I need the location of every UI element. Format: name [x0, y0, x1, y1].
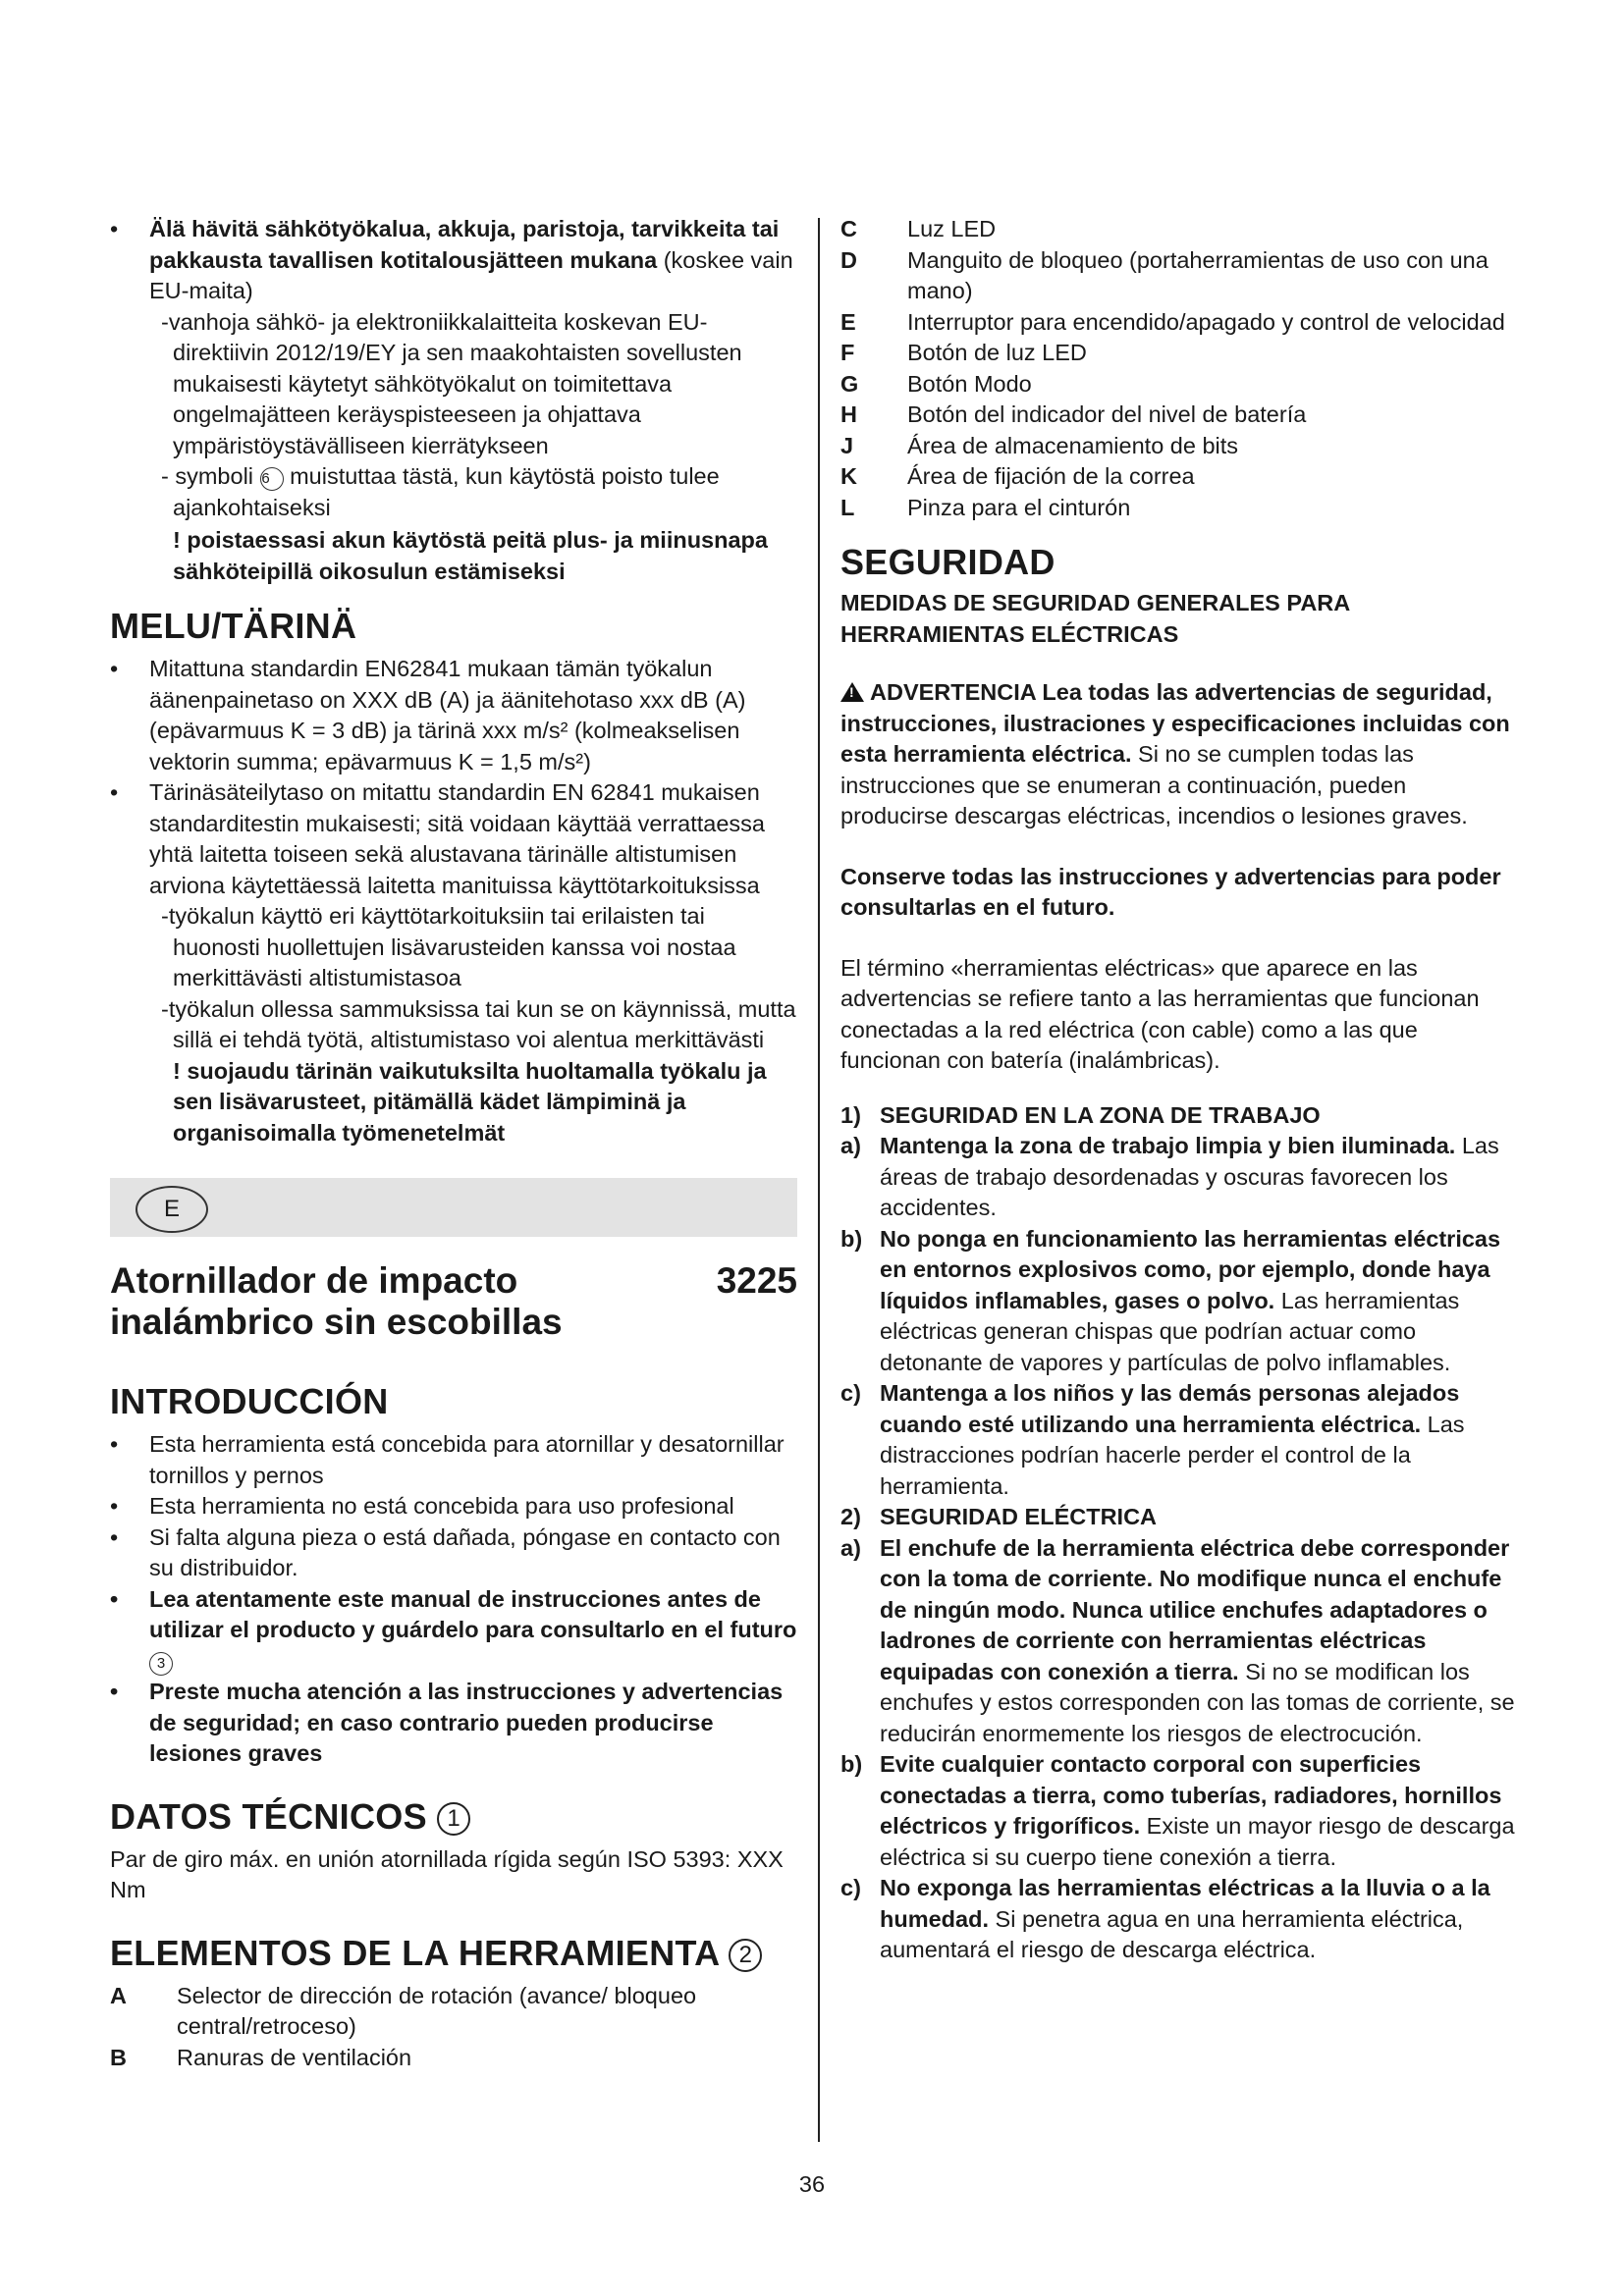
- element-item-d: [840, 245, 1518, 307]
- element-item-b: [110, 2043, 797, 2074]
- symbol-2-icon: 2: [729, 1939, 762, 1972]
- fi-noise-warning: ! suojaudu tärinän vaikutuksilta huoltamalla työkalu ja sen lisävarusteet, pitämällä kädet lämpiminä ja organisoimalla työmenetelmät: [173, 1057, 767, 1146]
- safety-heading: SEGURIDAD: [840, 542, 1056, 582]
- safety-subheading: MEDIDAS DE SEGURIDAD GENERALES PARA HERRAMIENTAS ELÉCTRICAS: [840, 590, 1350, 647]
- intro-b3-text: Si falta alguna pieza o está dañada, póngase en contacto con su distribuidor.: [149, 1523, 781, 1580]
- symbol-6-icon: 6: [260, 467, 284, 491]
- section-number: 2): [840, 1504, 861, 1529]
- section-2-title-text: SEGURIDAD ELÉCTRICA: [880, 1504, 1158, 1529]
- element-key: B: [110, 2044, 127, 2070]
- fi-noise-b1-text: Mitattuna standardin EN62841 mukaan tämän työkalun äänenpainetaso on XXX dB (A) ja äänitehotaso xxx dB (A) (epävarmuus K = 3 dB) ja tärinä xxx m/s² (kolmeakselisen vektorin summa; epävarmuus K = 1,5 m/s²): [149, 656, 746, 774]
- section-1b: [840, 1224, 1518, 1379]
- item-letter: c): [840, 1875, 861, 1900]
- element-key: E: [840, 308, 856, 335]
- symbol-1-icon: 1: [437, 1802, 470, 1836]
- intro-bullet-2: [110, 1491, 797, 1522]
- right-column: [840, 214, 1518, 1966]
- bullet-dot: •: [110, 656, 119, 681]
- left-column: [110, 214, 797, 2073]
- element-key: H: [840, 401, 857, 427]
- element-text: Botón de luz LED: [907, 340, 1087, 365]
- intro-bullet-5: [110, 1677, 797, 1770]
- tech-heading-text: DATOS TÉCNICOS: [110, 1795, 427, 1837]
- element-key: L: [840, 494, 855, 520]
- element-key: K: [840, 463, 857, 489]
- product-title-line-2: inalámbrico sin escobillas: [110, 1302, 563, 1342]
- product-number: 3225: [716, 1260, 797, 1301]
- fi-disposal-rest: (koskee vain EU-maita): [149, 246, 793, 303]
- intro-bullet-4: [110, 1584, 797, 1678]
- section-1c: [840, 1378, 1518, 1502]
- element-item-a: [110, 1981, 797, 2043]
- bullet-dot: •: [110, 1493, 119, 1519]
- elements-heading-text: ELEMENTOS DE LA HERRAMIENTA: [110, 1932, 720, 1973]
- section-number: 1): [840, 1101, 861, 1128]
- section-2c-rest: Si penetra agua en una herramienta eléctrica, aumentará el riesgo de descarga eléctrica.: [880, 1905, 1464, 1962]
- fi-noise-sub1: -työkalun käyttö eri käyttötarkoituksiin tai erilaisten tai huonosti huollettujen lisävarusteiden kanssa voi nostaa merkittävästi altistumistasoa: [161, 903, 736, 990]
- safety-warning: [840, 677, 1518, 832]
- element-text: Área de fijación de la correa: [907, 463, 1195, 489]
- fi-noise-bullet-2: [110, 777, 797, 901]
- section-2c: [840, 1873, 1518, 1966]
- element-item-j: [840, 431, 1518, 462]
- column-divider: [818, 218, 820, 2142]
- item-letter: a): [840, 1133, 861, 1158]
- section-1a-bold: Mantenga la zona de trabajo limpia y bien iluminada.: [880, 1133, 1456, 1158]
- product-title-line-1: Atornillador de impacto: [110, 1260, 518, 1301]
- fi-disposal-warning: ! poistaessasi akun käytöstä peitä plus- ja miinusnapa sähköteipillä oikosulun estämiseksi: [173, 527, 768, 584]
- section-1a: [840, 1131, 1518, 1224]
- section-1c-bold: Mantenga a los niños y las demás personas alejados cuando esté utilizando una herramienta eléctrica.: [880, 1380, 1460, 1437]
- language-bar: [110, 1178, 797, 1237]
- section-1b-rest: Las herramientas eléctricas generan chispas que podrían actuar como detonante de vapores y partículas de polvo inflamables.: [880, 1287, 1460, 1375]
- element-key: G: [840, 370, 859, 397]
- fi-disposal-sub1: -vanhoja sähkö- ja elektroniikkalaitteita koskevan EU-direktiivin 2012/19/EY ja sen maakohtaisten sovellusten mukaisesti käytetyt sähkötyökalut on toimitettava ongelmajätteen keräyspisteeseen ja ohjattava ympäristöystävälliseen kierrätykseen: [161, 308, 742, 458]
- section-2b-bold: Evite cualquier contacto corporal con superficies conectadas a tierra, como tuberías, radiadores, hornillos eléctricos y frigoríficos.: [880, 1751, 1502, 1839]
- intro-b2-text: Esta herramienta no está concebida para uso profesional: [149, 1493, 734, 1519]
- element-text: Luz LED: [907, 216, 997, 241]
- intro-heading: INTRODUCCIÓN: [110, 1381, 389, 1421]
- intro-b1-text: Esta herramienta está concebida para atornillar y desatornillar tornillos y pernos: [149, 1431, 785, 1488]
- section-2b-rest: Existe un mayor riesgo de descarga eléctrica si su cuerpo tiene conexión a tierra.: [880, 1813, 1515, 1870]
- intro-b5-text: Preste mucha atención a las instrucciones y advertencias de seguridad; en caso contrario pueden producirse lesiones graves: [149, 1679, 784, 1766]
- section-2a: [840, 1533, 1518, 1750]
- element-key: J: [840, 432, 854, 458]
- intro-bullet-1: [110, 1429, 797, 1491]
- fi-noise-sub2: -työkalun ollessa sammuksissa tai kun se on käynnissä, mutta sillä ei tehdä työtä, altistumistaso voi alentua merkittävästi: [161, 995, 796, 1052]
- section-1c-rest: Las distracciones podrían hacerle perder el control de la herramienta.: [880, 1411, 1465, 1499]
- element-item-g: [840, 369, 1518, 400]
- element-text: Botón del indicador del nivel de batería: [907, 401, 1307, 427]
- fi-noise-b2-text: Tärinäsäteilytaso on mitattu standardin EN 62841 mukaisen standarditestin mukaisesti; sitä voidaan käyttää verrattaessa yhtä laitetta toiseen sekä alustavana tärinälle altistumisen arviona käytettäessä laitetta manituissa käyttötarkoituksissa: [149, 779, 765, 898]
- warning-triangle-icon: [840, 682, 864, 702]
- fi-noise-heading: MELU/TÄRINÄ: [110, 606, 357, 646]
- section-1a-rest: Las áreas de trabajo desordenadas y oscuras favorecen los accidentes.: [880, 1133, 1499, 1220]
- section-1b-bold: No ponga en funcionamiento las herramientas eléctricas en entornos explosivos como, por ejemplo, donde haya líquidos inflamables, gases o polvo.: [880, 1225, 1501, 1313]
- item-letter: b): [840, 1225, 863, 1252]
- fi-disposal-sub2-a: - symboli: [161, 463, 260, 489]
- fi-disposal-sub2-b: muistuttaa tästä, kun käytöstä poisto tulee ajankohtaiseksi: [173, 463, 720, 520]
- element-item-k: [840, 461, 1518, 493]
- product-title: [110, 1260, 797, 1343]
- section-1-title-text: SEGURIDAD EN LA ZONA DE TRABAJO: [880, 1101, 1321, 1128]
- bullet-dot: •: [110, 779, 119, 805]
- bullet-dot: •: [110, 1523, 119, 1550]
- element-item-f: [840, 338, 1518, 369]
- element-key: F: [840, 340, 855, 365]
- element-text: Ranuras de ventilación: [177, 2044, 412, 2070]
- element-item-c: [840, 214, 1518, 245]
- element-text: Manguito de bloqueo (portaherramientas de uso con una mano): [907, 246, 1489, 303]
- item-letter: b): [840, 1751, 863, 1777]
- fi-disposal-sub2: [110, 461, 797, 523]
- element-key: D: [840, 246, 857, 273]
- section-1-title: [840, 1100, 1518, 1132]
- intro-bullet-3: [110, 1522, 797, 1584]
- section-2a-bold: El enchufe de la herramienta eléctrica debe corresponder con la toma de corriente. No modifique nunca el enchufe de ningún modo. Nunca utilice enchufes adaptadores o ladrones de corriente con herramientas eléctricas equipadas con conexión a tierra.: [880, 1534, 1510, 1684]
- section-2-title: [840, 1502, 1518, 1533]
- element-item-h: [840, 400, 1518, 431]
- element-key: C: [840, 216, 857, 241]
- element-text: Botón Modo: [907, 370, 1032, 397]
- elements-heading: [110, 1934, 797, 1973]
- item-letter: c): [840, 1380, 861, 1406]
- element-text: Interruptor para encendido/apagado y control de velocidad: [907, 308, 1505, 335]
- safety-warning-bold: ADVERTENCIA Lea todas las advertencias de seguridad, instrucciones, ilustraciones y especificaciones incluidas con esta herramienta eléctrica.: [840, 679, 1510, 767]
- tech-heading: [110, 1797, 797, 1837]
- fi-noise-bullet-1: [110, 654, 797, 777]
- tech-text: Par de giro máx. en unión atornillada rígida según ISO 5393: XXX Nm: [110, 1845, 784, 1902]
- safety-warning-rest: Si no se cumplen todas las instrucciones que se enumeran a continuación, pueden producirse descargas eléctricas, incendios o lesiones graves.: [840, 741, 1468, 828]
- element-text: Área de almacenamiento de bits: [907, 432, 1239, 458]
- element-key: A: [110, 1982, 127, 2008]
- bullet-dot: •: [110, 1431, 119, 1457]
- bullet-dot: •: [110, 1679, 119, 1704]
- element-item-l: [840, 493, 1518, 524]
- intro-b4-text: Lea atentamente este manual de instrucciones antes de utilizar el producto y guárdelo para consultarlo en el futuro: [149, 1585, 797, 1642]
- section-2c-bold: No exponga las herramientas eléctricas a la lluvia o a la humedad.: [880, 1875, 1490, 1932]
- section-2a-rest: Si no se modifican los enchufes y estos corresponden con las tomas de corriente, se reducirán enormemente los riesgos de electrocución.: [880, 1658, 1515, 1746]
- element-item-e: [840, 307, 1518, 339]
- safety-term: El término «herramientas eléctricas» que aparece en las advertencias se refiere tanto a las herramientas que funcionan conectadas a la red eléctrica (con cable) como a las que funcionan con batería (inalámbricas).: [840, 954, 1480, 1073]
- symbol-3-icon: 3: [149, 1652, 173, 1676]
- section-2b: [840, 1749, 1518, 1873]
- language-code-badge: E: [135, 1186, 208, 1233]
- element-text: Pinza para el cinturón: [907, 494, 1131, 520]
- safety-keep: Conserve todas las instrucciones y advertencias para poder consultarlas en el futuro.: [840, 863, 1501, 920]
- bullet-dot: •: [110, 216, 119, 241]
- fi-disposal-bullet: [110, 214, 797, 307]
- bullet-dot: •: [110, 1585, 119, 1612]
- item-letter: a): [840, 1534, 861, 1561]
- element-text: Selector de dirección de rotación (avance/ bloqueo central/retroceso): [177, 1982, 697, 2039]
- page-number: 36: [798, 2171, 826, 2197]
- fi-disposal-bold: Älä hävitä sähkötyökalua, akkuja, paristoja, tarvikkeita tai pakkausta tavallisen kotitalousjätteen mukana: [149, 216, 780, 273]
